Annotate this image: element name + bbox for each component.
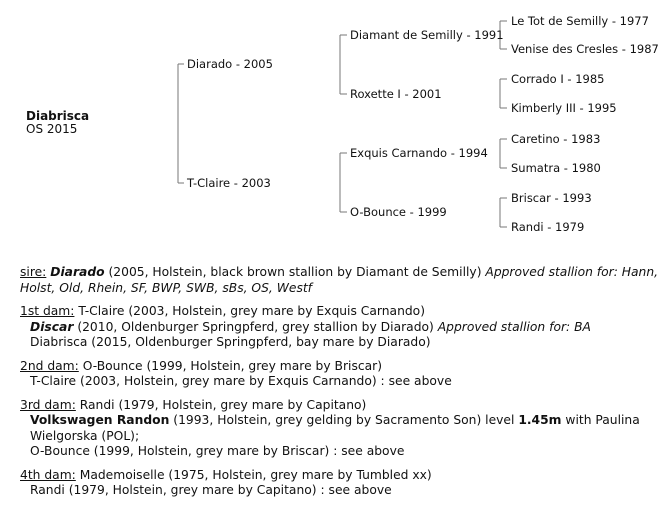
pedigree-gen3-3: Corrado I - 1985: [511, 72, 605, 86]
pedigree-sire-sire: Diamant de Semilly - 1991: [350, 28, 504, 42]
first-dam-block: [20, 304, 665, 351]
offspring-rider: with Paulina Wielgorska (POL);: [30, 413, 640, 443]
fourth-dam-label: 4th dam:: [20, 467, 76, 482]
pedigree-chart: [0, 0, 670, 250]
sire-label: sire:: [20, 265, 47, 279]
sire-block: [20, 265, 665, 296]
pedigree-gen3-1: Le Tot de Semilly - 1977: [511, 14, 649, 28]
sire-approvals: Approved stallion for: Hann, Holst, Old, Rhein, SF, BWP, SWB, sBs, OS, Westf: [20, 265, 659, 295]
pedigree-gen3-5: Caretino - 1983: [511, 132, 601, 146]
offspring-name: Discar: [30, 319, 74, 334]
fourth-dam-text: Mademoiselle (1975, Holstein, grey mare by Tumbled xx): [75, 467, 432, 482]
pedigree-dam-sire: Exquis Carnando - 1994: [350, 146, 488, 160]
pedigree-dam: T-Claire - 2003: [187, 176, 271, 190]
first-dam-text: T-Claire (2003, Holstein, grey mare by Exquis Carnando): [74, 304, 425, 318]
dam-line-notes: [20, 265, 665, 507]
sire-name: Diarado: [50, 265, 105, 279]
sire-description: (2005, Holstein, black brown stallion by Diamant de Semilly): [104, 265, 486, 279]
pedigree-connector-lines: [0, 0, 670, 250]
third-dam-offspring: O-Bounce (1999, Holstein, grey mare by Briscar) : see above: [30, 444, 405, 458]
second-dam-block: [20, 359, 665, 390]
fourth-dam-offspring: Randi (1979, Holstein, grey mare by Capitano) : see above: [30, 483, 392, 497]
first-dam-offspring: [20, 320, 665, 336]
pedigree-gen3-8: Randi - 1979: [511, 220, 585, 234]
offspring-approvals: Approved stallion for: BA: [437, 319, 591, 334]
pedigree-gen3-2: Venise des Cresles - 1987: [511, 42, 659, 56]
pedigree-gen3-4: Kimberly III - 1995: [511, 101, 617, 115]
third-dam-label: 3rd dam:: [20, 397, 76, 412]
offspring-name: Volkswagen Randon: [30, 413, 170, 427]
offspring-description: (2010, Oldenburger Springpferd, grey stallion by Diarado): [73, 319, 438, 334]
pedigree-sire-dam: Roxette I - 2001: [350, 87, 442, 101]
first-dam-offspring: Diabrisca (2015, Oldenburger Springpferd, bay mare by Diarado): [30, 335, 431, 349]
pedigree-sire: Diarado - 2005: [187, 57, 273, 71]
offspring-description: (1993, Holstein, grey gelding by Sacramento Son) level: [169, 413, 519, 427]
second-dam-offspring: T-Claire (2003, Holstein, grey mare by Exquis Carnando) : see above: [30, 374, 452, 388]
third-dam-block: [20, 398, 665, 460]
pedigree-dam-dam: O-Bounce - 1999: [350, 205, 447, 219]
first-dam-label: 1st dam:: [20, 304, 75, 318]
pedigree-gen3-7: Briscar - 1993: [511, 191, 592, 205]
fourth-dam-block: [20, 468, 665, 499]
subject-name: Diabrisca: [26, 109, 90, 123]
second-dam-text: O-Bounce (1999, Holstein, grey mare by Briscar): [78, 358, 382, 373]
pedigree-gen3-6: Sumatra - 1980: [511, 161, 601, 175]
subject-studbook-year: OS 2015: [26, 122, 78, 136]
third-dam-offspring: [20, 413, 665, 444]
second-dam-label: 2nd dam:: [20, 358, 79, 373]
offspring-level: 1.45m: [518, 413, 562, 427]
subject-horse: [26, 110, 89, 136]
third-dam-text: Randi (1979, Holstein, grey mare by Capitano): [75, 397, 367, 412]
